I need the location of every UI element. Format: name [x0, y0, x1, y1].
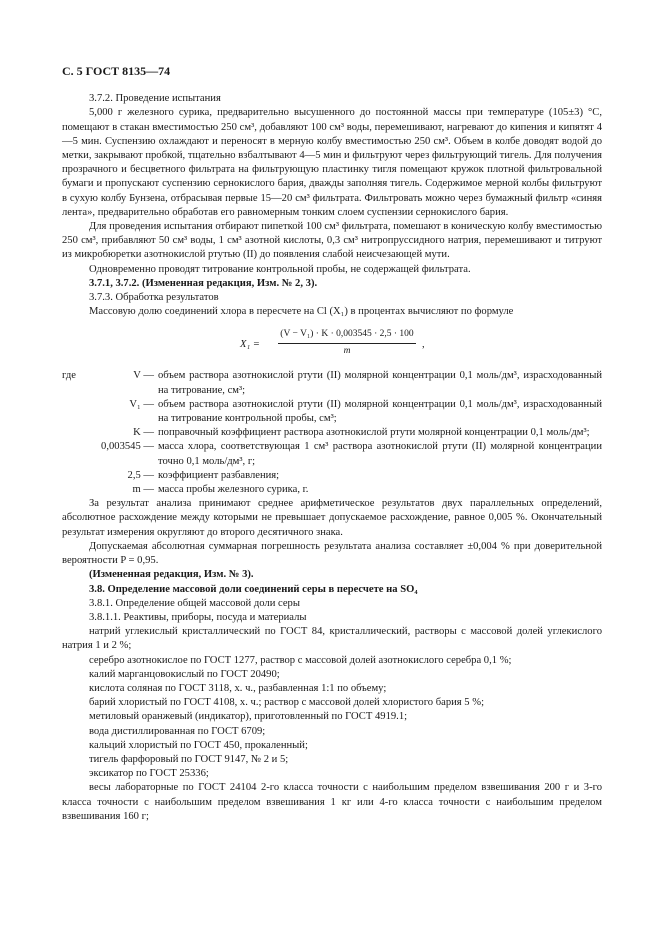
- paragraph-372: 3.7.2. Проведение испытания: [89, 93, 221, 105]
- paragraph-control: Одновременно проводят титрование контрольной пробы, не содержащей фильтрата.: [89, 263, 471, 275]
- reagent-item: барий хлористый по ГОСТ 4108, х. ч.; раствор с массовой долей хлористого бария 5 %;: [89, 697, 485, 709]
- reagent-item: кислота соляная по ГОСТ 3118, х. ч., разбавленная 1:1 по объему;: [89, 682, 387, 694]
- formula-denominator: m: [343, 345, 351, 356]
- definition-text: коэффициент разбавления;: [158, 469, 280, 481]
- where-label: где: [62, 370, 76, 382]
- paragraph-procedure: 5,000 г железного сурика, предварительно высушенного до постоянной массы при температуре (105±3) °С, помещают в стакан вместимостью 250 см³, добавляют 100 см³ воды, перемешивают, нагревают до кипения и кипятят 4—5 мин. Суспензию охлаждают и переносят в мерную колбу вместимостью 250 см³. Объем в колбе доводят водой до метки, закрывают пробкой, тщательно взбалтывают 4—5 мин и фильтруют через фильтрующий тигель. Для получения прозрачного и бесцветного фильтрата на фильтрующую пластинку тигля помещают кружок плотной фильтровальной бумаги и пропускают суспензию сернокислого бария, дважды заполняя тигель. Содержимое мерной колбы фильтруют в сухую колбу Бунзена, отбрасывая первые 15—20 см³ фильтрата. Фильтровать можно через бумажный фильтр «синяя лента», предварительно обработав его равномерным тонким слоем суспензии сернокислого бария.: [62, 107, 602, 218]
- paragraph-381: 3.8.1. Определение общей массовой доли серы: [89, 597, 300, 609]
- edit-note-1: 3.7.1, 3.7.2. (Измененная редакция, Изм. № 2, 3).: [89, 277, 318, 289]
- definition-symbol: V —: [133, 370, 154, 382]
- definition-item: [62, 369, 602, 397]
- reagent-item: метиловый оранжевый (индикатор), приготовленный по ГОСТ 4919.1;: [89, 711, 408, 723]
- formula: [62, 327, 602, 361]
- paragraph-373: 3.7.3. Обработка результатов: [89, 292, 219, 304]
- definition-symbol: 0,003545 —: [101, 441, 154, 453]
- reagent-item: калий марганцовокислый по ГОСТ 20490;: [89, 668, 280, 680]
- definition-symbol: m —: [132, 484, 154, 496]
- edit-note-2: (Измененная редакция, Изм. № 3).: [89, 569, 254, 581]
- definition-text: масса хлора, соответствующая 1 см³ раствора азотнокислой ртути (II) молярной концентрации точно 0,1 моль/дм³, г;: [158, 441, 602, 467]
- reagent-item: серебро азотнокислое по ГОСТ 1277, раствор с массовой долей азотнокислого серебра 0,1 %;: [89, 654, 512, 666]
- reagent-item: весы лабораторные по ГОСТ 24104 2-го класса точности с наибольшим пределом взвешивания 200 г и 3-го класса точности с наибольшим пределом взвешивания 1 кг или 4-го класса точности с наибольшим пределом взвешивания 160 г;: [62, 782, 602, 822]
- definition-item: [62, 469, 602, 483]
- definition-text: поправочный коэффициент раствора азотнокислой ртути молярной концентрации 0,1 моль/дм³;: [158, 427, 590, 439]
- definition-item: [62, 398, 602, 426]
- definition-item: [62, 426, 602, 440]
- definitions-list: [62, 369, 602, 497]
- definition-symbol: V₁ —: [129, 398, 154, 410]
- reagent-item: эксикатор по ГОСТ 25336;: [89, 768, 209, 780]
- formula-fraction: [278, 327, 416, 357]
- definition-text: масса пробы железного сурика, г.: [158, 484, 309, 496]
- definition-text: объем раствора азотнокислой ртути (II) молярной концентрации 0,1 моль/дм³, израсходованный на титрование, см³;: [158, 370, 602, 396]
- formula-numerator: (V − V₁) · K · 0,003545 · 2,5 · 100: [278, 327, 416, 343]
- section-38-heading: 3.8. Определение массовой доли соединений серы в пересчете на SO₄: [89, 583, 418, 595]
- document-page: [62, 64, 602, 824]
- reagent-item: тигель фарфоровый по ГОСТ 9147, № 2 и 5;: [89, 753, 289, 765]
- formula-lhs: X₁ =: [240, 339, 260, 351]
- definition-symbol: K —: [133, 427, 154, 439]
- paragraph-result: За результат анализа принимают среднее арифметическое результатов двух параллельных определений, абсолютное расхождение между которыми не превышает допускаемое расхождение, равное 0,005 %. Окончательный результат измерения округляют до второго десятичного знака.: [62, 498, 602, 538]
- formula-comma: ,: [422, 339, 425, 351]
- page-header: С. 5 ГОСТ 8135—74: [62, 64, 171, 78]
- reagent-item: вода дистиллированная по ГОСТ 6709;: [89, 725, 266, 737]
- definition-item: [62, 440, 602, 468]
- definition-text: объем раствора азотнокислой ртути (II) молярной концентрации 0,1 моль/дм³, израсходованный на титрование контрольной пробы, см³;: [158, 398, 602, 425]
- reagent-item: натрий углекислый кристаллический по ГОСТ 84, кристаллический, растворы с массовой долей углекислого натрия 1 и 2 %;: [62, 626, 602, 652]
- paragraph-error: Допускаемая абсолютная суммарная погрешность результата анализа составляет ±0,004 % при доверительной вероятности P = 0,95.: [62, 540, 602, 567]
- definition-item: [62, 483, 602, 497]
- paragraph-mass-fraction: Массовую долю соединений хлора в пересчете на Cl (X₁) в процентах вычисляют по формуле: [89, 306, 514, 318]
- reagent-item: кальций хлористый по ГОСТ 450, прокаленный;: [89, 739, 308, 751]
- definition-symbol: 2,5 —: [127, 469, 154, 481]
- paragraph-3811: 3.8.1.1. Реактивы, приборы, посуда и материалы: [89, 611, 307, 623]
- paragraph-titration: Для проведения испытания отбирают пипеткой 100 см³ фильтрата, помешают в коническую колбу вместимостью 250 см³, прибавляют 50 см³ воды, 1 см³ азотной кислоты, 0,3 см³ нитропруссидного натрия, перемешивают и титруют из микробюретки азотнокислой ртутью (II) до появления слабой неисчезающей мути.: [62, 221, 602, 261]
